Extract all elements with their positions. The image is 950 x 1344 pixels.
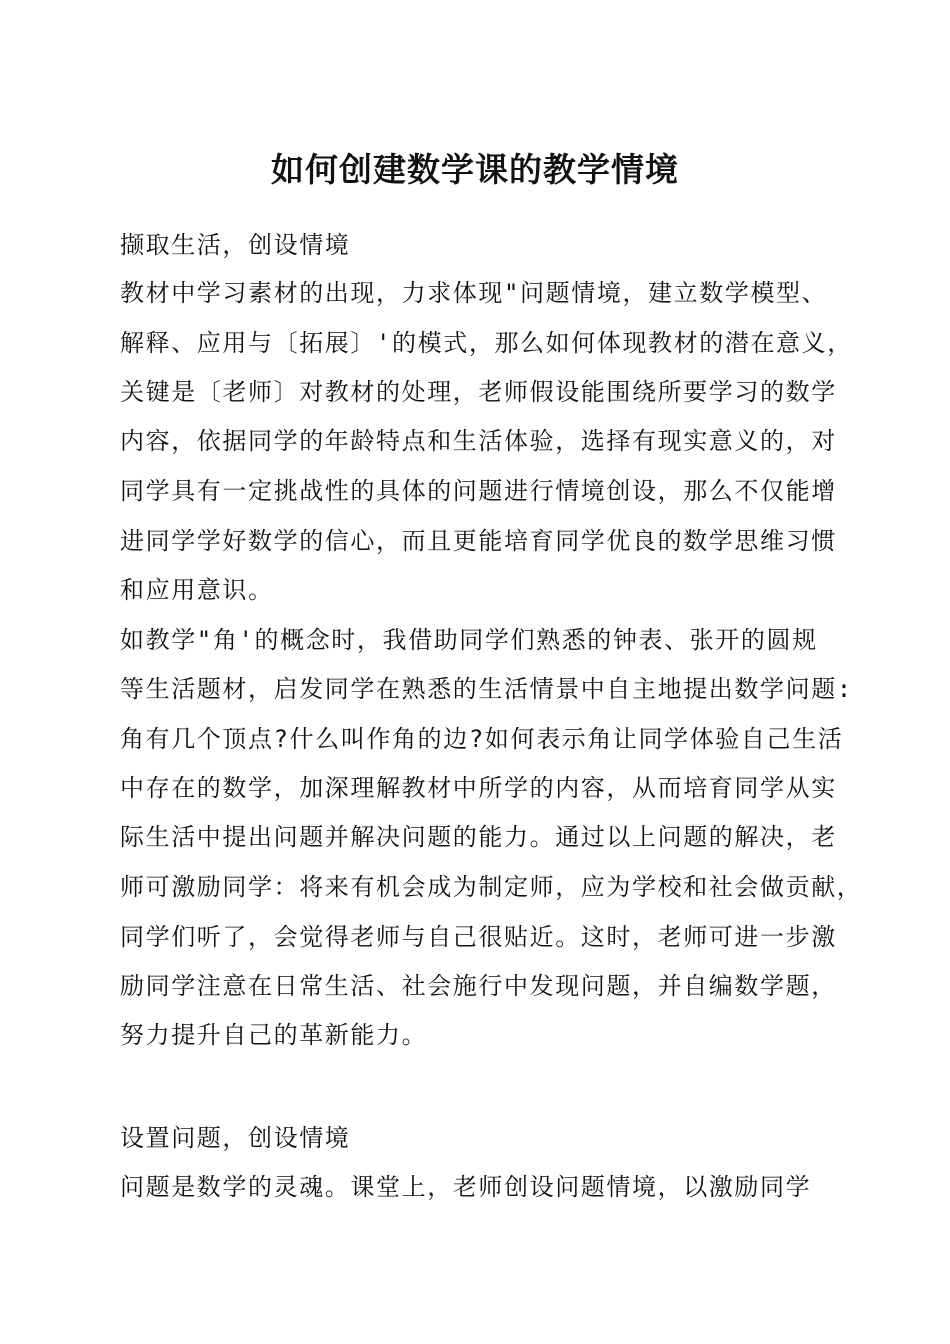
- paragraph-line: 解释、应用与〔拓展〕'的模式，那么如何体现教材的潜在意义，: [120, 329, 853, 357]
- paragraph-line: 励同学注意在日常生活、社会施行中发现问题，并自编数学题，: [120, 972, 837, 1000]
- paragraph-line: 教材中学习素材的出现，力求体现"问题情境，建立数学模型、: [120, 279, 828, 307]
- paragraph-line: 角有几个顶点?什么叫作角的边?如何表示角让同学体验自己生活: [120, 725, 844, 753]
- section-heading-questions: 设置问题，创设情境: [120, 1124, 351, 1152]
- paragraph-line: 努力提升自己的革新能力。: [120, 1021, 428, 1049]
- paragraph-line: 同学具有一定挑战性的具体的问题进行情境创设，那么不仅能增: [120, 477, 837, 505]
- paragraph-line: 际生活中提出问题并解决问题的能力。通过以上问题的解决，老: [120, 823, 837, 851]
- paragraph-line: 中存在的数学，加深理解教材中所学的内容，从而培育同学从实: [120, 774, 837, 802]
- paragraph-line: 师可激励同学：将来有机会成为制定师，应为学校和社会做贡献，: [120, 873, 863, 901]
- paragraph-line: 如教学"角'的概念时，我借助同学们熟悉的钟表、张开的圆规: [120, 626, 818, 654]
- paragraph-line: 等生活题材，启发同学在熟悉的生活情景中自主地提出数学问题:: [120, 675, 853, 703]
- paragraph-line: 同学们听了，会觉得老师与自己很贴近。这时，老师可进一步激: [120, 923, 837, 951]
- document-title: 如何创建数学课的教学情境: [271, 150, 679, 189]
- paragraph-line: 关键是〔老师〕对教材的处理，老师假设能围绕所要学习的数学: [120, 378, 837, 406]
- paragraph-line: 内容，依据同学的年龄特点和生活体验，选择有现实意义的，对: [120, 427, 837, 455]
- section-heading-life: 撷取生活，创设情境: [120, 231, 351, 259]
- paragraph-line: 进同学学好数学的信心，而且更能培育同学优良的数学思维习惯: [120, 527, 837, 555]
- paragraph-line: 和应用意识。: [120, 576, 274, 604]
- paragraph-line: 问题是数学的灵魂。课堂上，老师创设问题情境，以激励同学: [120, 1173, 812, 1201]
